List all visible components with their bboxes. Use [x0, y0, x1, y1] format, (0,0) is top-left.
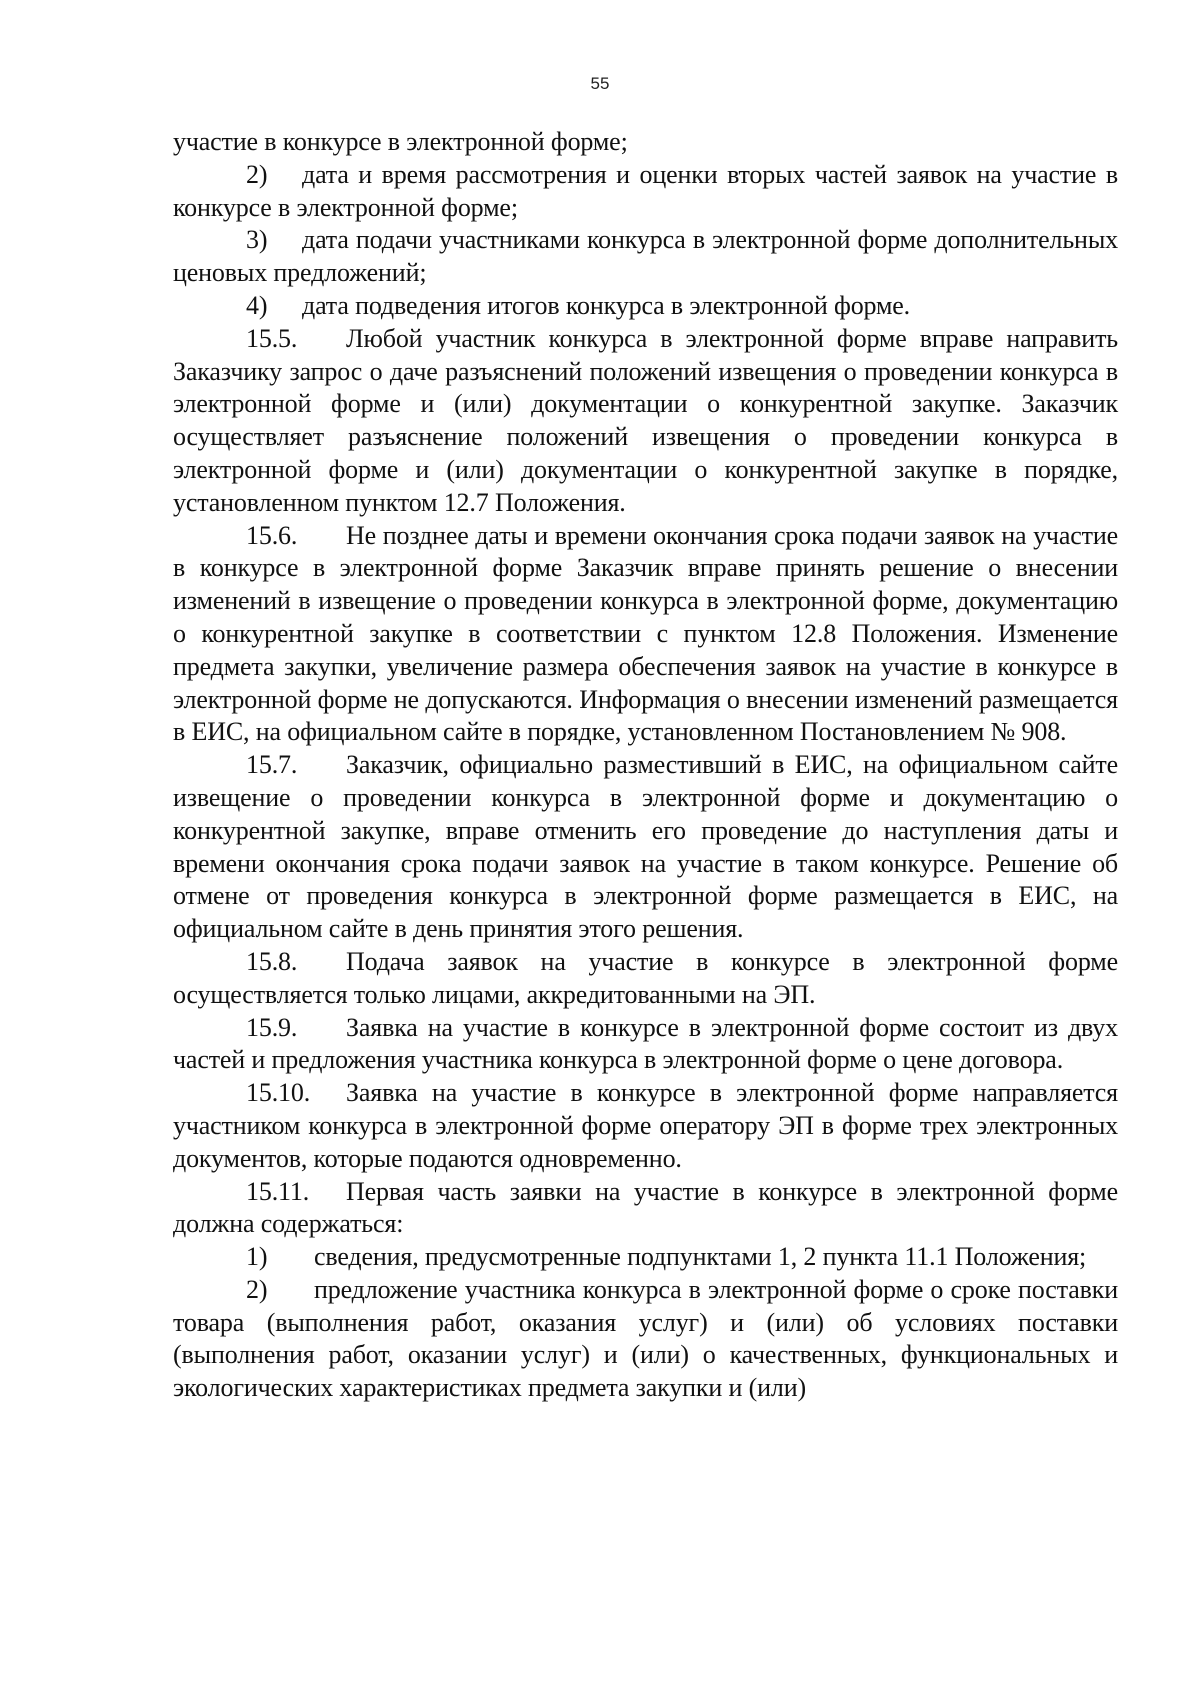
section-15-9 — [173, 1012, 1118, 1078]
section-text: Заказчик, официально разместивший в ЕИС, на официальном сайте извещение о проведении конкурса в электронной форме и документацию о конкурентной закупке, вправе отменить его проведение до наступления даты и времени окончания срока подачи заявок на участие в таком конкурсе. Решение об отмене от проведения конкурса в электронной форме размещается в ЕИС, на официальном сайте в день принятия этого решения. — [173, 750, 1118, 944]
section-text: Любой участник конкурса в электронной форме вправе направить Заказчику запрос о даче разъяснений положений извещения о проведении конкурса в электронной форме и (или) документации о конкурентной закупке. Заказчик осуществляет разъяснение положений извещения о проведении конкурса в электронной форме и (или) документации о конкурентной закупке в порядке, установленном пунктом 12.7 Положения. — [173, 323, 1118, 517]
list-item — [173, 290, 1118, 323]
section-text: Заявка на участие в конкурсе в электронной форме состоит из двух частей и предложения участника конкурса в электронной форме о цене договора. — [173, 1012, 1118, 1075]
item-text: дата подведения итогов конкурса в электронной форме. — [302, 290, 911, 320]
section-15-6 — [173, 520, 1118, 750]
section-15-8 — [173, 946, 1118, 1012]
item-number: 2) — [246, 1274, 268, 1304]
section-number: 15.6. — [246, 520, 298, 550]
list-item — [173, 1241, 1118, 1274]
item-text: дата и время рассмотрения и оценки вторых частей заявок на участие в конкурсе в электронной форме; — [173, 159, 1118, 222]
section-15-5 — [173, 323, 1118, 520]
list-item — [173, 1274, 1118, 1405]
item-number: 3) — [246, 225, 268, 255]
list-item — [173, 224, 1118, 290]
item-text: сведения, предусмотренные подпунктами 1, 2 пункта 11.1 Положения; — [314, 1242, 1087, 1272]
section-number: 15.9. — [246, 1012, 298, 1042]
section-text: Подача заявок на участие в конкурсе в электронной форме осуществляется только лицами, аккредитованными на ЭП. — [173, 946, 1118, 1009]
section-text: Заявка на участие в конкурсе в электронной форме направляется участником конкурса в электронной форме оператору ЭП в форме трех электронных документов, которые подаются одновременно. — [173, 1078, 1118, 1173]
item-text: предложение участника конкурса в электронной форме о сроке поставки товара (выполнения работ, оказания услуг) и (или) об условиях поставки (выполнения работ, оказании услуг) и (или) о качественных, функциональных и экологических характеристиках предмета закупки и (или) — [173, 1274, 1118, 1403]
page-number: 55 — [590, 74, 610, 93]
item-number: 1) — [246, 1242, 268, 1272]
section-15-11 — [173, 1176, 1118, 1242]
section-15-10 — [173, 1077, 1118, 1175]
list-item — [173, 159, 1118, 225]
section-15-7 — [173, 749, 1118, 946]
section-number: 15.10. — [246, 1078, 311, 1108]
item-number: 4) — [246, 290, 268, 320]
section-number: 15.8. — [246, 946, 298, 976]
section-text: Первая часть заявки на участие в конкурсе в электронной форме должна содержаться: — [173, 1176, 1118, 1239]
section-number: 15.5. — [246, 323, 298, 353]
section-number: 15.11. — [246, 1176, 310, 1206]
item-text: дата подачи участниками конкурса в электронной форме дополнительных ценовых предложений; — [173, 225, 1118, 288]
paragraph-text: участие в конкурсе в электронной форме; — [173, 127, 628, 156]
paragraph-continuation — [173, 126, 1118, 159]
section-number: 15.7. — [246, 750, 298, 780]
section-text: Не позднее даты и времени окончания срока подачи заявок на участие в конкурсе в электронной форме Заказчик вправе принять решение о внесении изменений в извещение о проведении конкурса в электронной форме, документацию о конкурентной закупке в соответствии с пунктом 12.8 Положения. Изменение предмета закупки, увеличение размера обеспечения заявок на участие в конкурсе в электронной форме не допускаются. Информация о внесении изменений размещается в ЕИС, на официальном сайте в порядке, установленном Постановлением № 908. — [173, 520, 1118, 747]
item-number: 2) — [246, 159, 268, 189]
document-body — [173, 126, 1118, 1405]
